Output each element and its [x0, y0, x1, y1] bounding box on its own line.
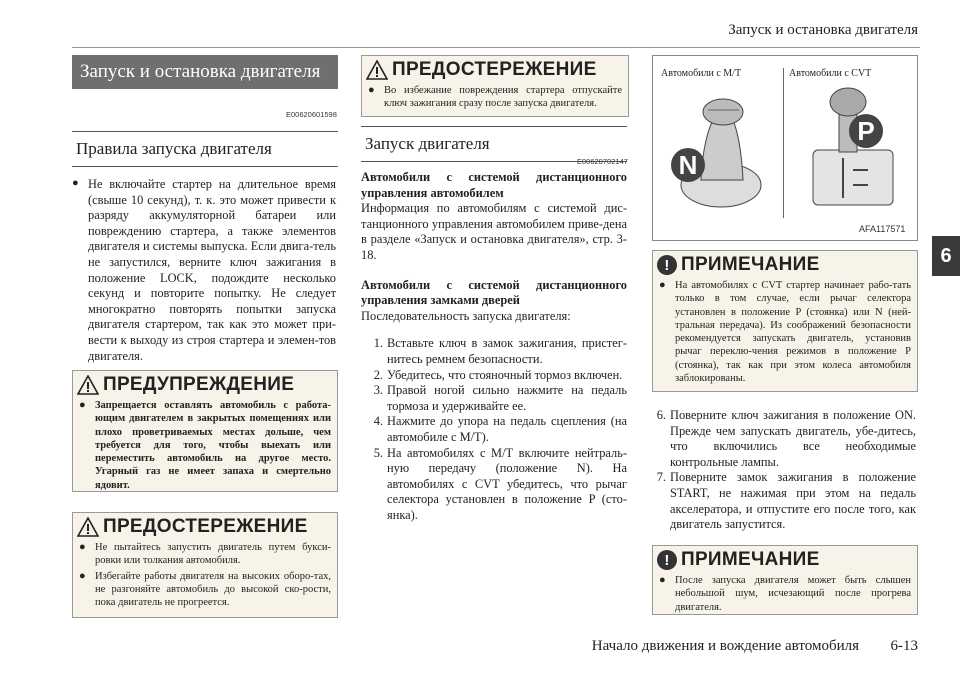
main-content — [361, 170, 627, 523]
paragraph: Информация по автомобилям с системой дис-танционного управления автомобилем приве-дена в разделе «Запуск и остановка двигателя», стр. 3-18. — [361, 201, 627, 262]
caution-title: ПРЕДОСТЕРЕЖЕНИЕ — [392, 59, 597, 80]
neutral-badge-icon: N — [671, 148, 705, 182]
heading: Автомобили с системой дистанционного управления автомобилем — [361, 170, 627, 200]
list-item: 3. Правой ногой сильно нажмите на педаль тормоза и удерживайте ее. — [373, 383, 627, 413]
note-box — [652, 250, 918, 392]
caution-box — [72, 512, 338, 618]
note-title: ПРИМЕЧАНИЕ — [681, 254, 820, 275]
caution-title: ПРЕДОСТЕРЕЖЕНИЕ — [103, 516, 308, 537]
warning-triangle-icon — [77, 375, 99, 395]
list-item: 1. Вставьте ключ в замок зажигания, пристег-нитесь ремнем безопасности. — [373, 336, 627, 366]
bullet-text: Не включайте стартер на длительное время (свыше 10 секунд), т. к. это может привести к разряду аккумуляторной батареи или повреждению стартера, а также элементов двигателя и системы выпуска. Если двига-тель не запустился, верните ключ зажигания в положение LOCK, подождите несколько секунд и повторите попытку. Не следует многократно повторять попытки запуска двигателя стартером, так как это может при-вести к выходу из строя стартера и элемен-тов двигателя. — [88, 177, 336, 363]
page-header-title: Запуск и остановка двигателя — [728, 22, 918, 38]
section-title: Запуск и остановка двигателя — [72, 55, 338, 89]
bullet-icon: ● — [659, 279, 666, 291]
subsection-title: Правила запуска двигателя — [72, 131, 338, 167]
warning-header — [73, 371, 337, 399]
header-rule — [72, 47, 920, 48]
caution-item: Избегайте работы двигателя на высоких оборо-тах, не разгоняйте автомобиль до высокой ско-рости, пока двигатель не прогреется. — [95, 570, 331, 609]
steps-list — [361, 336, 627, 523]
caution-header — [73, 513, 337, 541]
note-box — [652, 545, 918, 615]
footer-title: Начало движения и вождение автомобиля — [591, 638, 859, 654]
label-mt: Автомобили с М/Т — [661, 68, 742, 79]
list-item: 4. Нажмите до упора на педаль сцепления (на автомобиле с М/Т). — [373, 414, 627, 444]
doc-code: E00620702147 — [577, 157, 628, 166]
warning-triangle-icon — [77, 517, 99, 537]
caution-text: Во избежание повреждения стартера отпускайте ключ зажигания сразу после запуска двигателя. — [384, 85, 622, 110]
gear-shift-illustration — [652, 55, 918, 241]
note-title: ПРИМЕЧАНИЕ — [681, 549, 820, 570]
label-cvt: Автомобили с CVT — [789, 68, 872, 79]
warning-triangle-icon — [366, 60, 388, 80]
paragraph: Последовательность запуска двигателя: — [361, 308, 571, 323]
caution-item: Не пытайтесь запустить двигатель путем букси-ровки или толкания автомобиля. — [95, 542, 331, 567]
page-footer — [592, 638, 918, 655]
figure-code: AFA117571 — [859, 224, 906, 234]
note-text: После запуска двигателя может быть слышен небольшой шум, исчезающий после прогрева двигателя. — [675, 575, 911, 613]
doc-code: E00620601598 — [286, 110, 337, 119]
info-icon: ! — [657, 255, 677, 275]
list-item: 7. Поверните замок зажигания в положение START, не нажимая при этом на педаль акселератора, и отпустите его после того, как двигатель запустится. — [656, 470, 916, 532]
note-text: На автомобилях с CVT стартер начинает рабо-тать только в том случае, если рычаг селектора установлен в положение P (стоянка) или N (ней-тральная передача). Из соображений безопасности рекомендуется запускать двигатель, установив рычаг переклю-чения режимов в положение P (стоянка), так как при этом колеса автомобиля заблокированы. — [675, 280, 911, 385]
info-icon: ! — [657, 550, 677, 570]
bullet-icon: ● — [659, 574, 666, 586]
page-number: 6-13 — [890, 638, 918, 654]
bullet-icon: ● — [368, 84, 375, 96]
bullet-icon: ● — [79, 541, 86, 553]
subsection-title: Запуск двигателя — [361, 126, 627, 162]
warning-title: ПРЕДУПРЕЖДЕНИЕ — [103, 374, 295, 395]
list-item: 6. Поверните ключ зажигания в положение ON. Прежде чем запускать двигатель, убе-дитесь, что включились все необходимые контрольные лампы. — [656, 408, 916, 469]
bullet-icon: ● — [79, 399, 86, 411]
caution-header — [362, 56, 628, 84]
bullet-icon: ● — [72, 177, 79, 189]
note-header — [653, 546, 917, 574]
warning-text: Запрещается оставлять автомобиль с работа-ющим двигателем в закрытых помещениях или плохо проветриваемых местах дольше, чем требуется для того, чтобы выехать или переместить автомобиль на другое место. Угарный газ не имеет запаха и смертельно ядовит. — [95, 400, 331, 491]
park-badge-icon: P — [849, 114, 883, 148]
list-item — [72, 177, 336, 364]
caution-box — [361, 55, 629, 117]
heading: Автомобили с системой дистанционного управления замками дверей — [361, 277, 627, 308]
steps-list — [644, 408, 916, 533]
list-item: 5. На автомобилях с М/Т включите нейтраль-ную передачу (положение N). На автомобилях с CVT убедитесь, что рычаг селектора установлен в положение P (сто-янка). — [373, 445, 627, 522]
list-item: 2. Убедитесь, что стояночный тормоз включен. — [373, 367, 623, 382]
warning-box — [72, 370, 338, 492]
bullet-icon: ● — [79, 569, 86, 582]
note-header — [653, 251, 917, 279]
chapter-tab: 6 — [932, 236, 960, 276]
